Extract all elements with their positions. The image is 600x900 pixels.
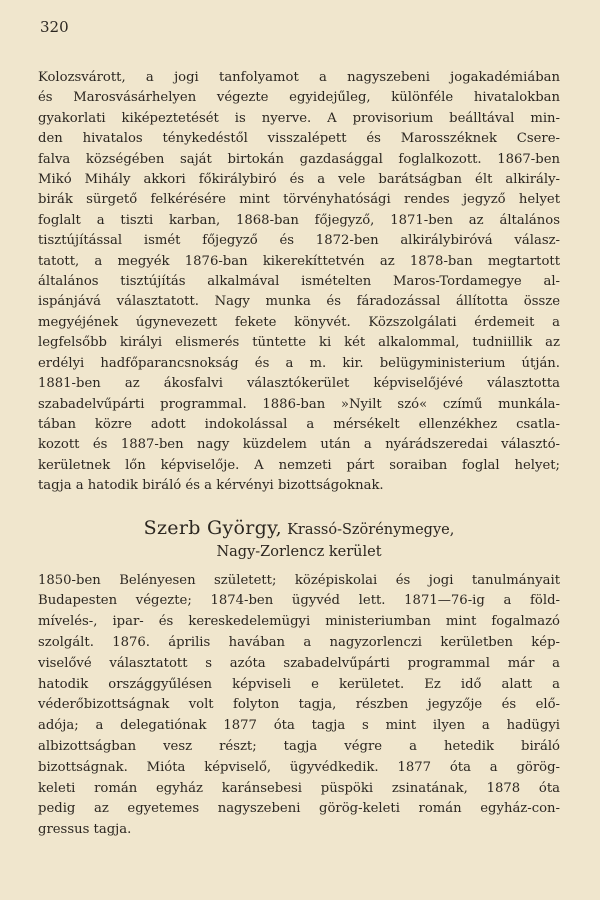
text-line: foglalt a tiszti karban, 1868-ban főjegyző, 1871-ben az általános (38, 212, 560, 228)
section-heading (38, 517, 560, 563)
text-line: keleti román egyház karánsebesi püspöki zsinatának, 1878 óta (38, 780, 560, 796)
text-line: legfelsőbb királyi elismerés tüntette ki két alkalommal, tudniillik az (38, 335, 560, 351)
text-line: bizottságnak. Mióta képviselő, ügyvédkedik. 1877 óta a görög- (38, 759, 560, 775)
text-line: gyakorlati kiképeztetését is nyerve. A provisorium beálltával min- (38, 110, 560, 126)
page-number: 320 (40, 18, 69, 36)
text-line: szolgált. 1876. április havában a nagyzorlenczi kerületben kép- (38, 634, 560, 650)
text-line: Kolozsvárott, a jogi tanfolyamot a nagyszebeni jogakadémiában (38, 70, 560, 85)
heading-district: Nagy-Zorlencz kerület (216, 543, 382, 560)
text-line: kozott és 1887-ben nagy küzdelem után a nyárádszeredai választó- (38, 437, 560, 453)
text-line: Budapesten végezte; 1874-ben ügyvéd lett. 1871—76-ig a föld- (38, 593, 560, 609)
text-line: véderőbizottságnak volt folyton tagja, részben jegyzője és elő- (38, 697, 560, 713)
text-line: megyéjének úgynevezett fekete könyvét. Közszolgálati érdemeit a (38, 314, 560, 330)
heading-county: Krassó-Szörénymegye, (287, 521, 455, 538)
text-line: tagja a hatodik biráló és a kérvényi bizottságoknak. (38, 478, 384, 494)
text-line: általános tisztújítás alkalmával ismételten Maros-Tordamegye al- (38, 274, 560, 290)
text-line: kerületnek lőn képviselője. A nemzeti párt soraiban foglal helyet; (38, 457, 560, 473)
text-line: 1881-ben az ákosfalvi választókerület képviselőjévé választotta (38, 376, 560, 392)
text-line: és Marosvásárhelyen végezte egyidejűleg, különféle hivatalokban (38, 90, 560, 106)
text-line: tatott, a megyék 1876-ban kikerekíttetvén az 1878-ban megtartott (38, 253, 560, 269)
text-line: mívelés-, ipar- és kereskedelemügyi ministeriumban mint fogalmazó (38, 614, 560, 630)
text-line: adója; a delegatiónak 1877 óta tagja s mint ilyen a hadügyi (38, 718, 560, 734)
text-line: albizottságban vesz részt; tagja végre a hetedik biráló (38, 738, 560, 754)
text-line: den hivatalos ténykedéstől visszalépett és Marosszéknek Csere- (38, 131, 560, 147)
heading-name: Szerb György, (143, 516, 282, 539)
text-line: erdélyi hadfőparancsnokság és a m. kir. belügyministerium útján. (38, 355, 560, 371)
text-line: falva községében saját birtokán gazdasággal foglalkozott. 1867-ben (38, 151, 560, 167)
biography-paragraph-2 (38, 571, 560, 841)
text-line: gressus tagja. (38, 822, 132, 838)
text-line: viselővé választatott s azóta szabadelvűpárti programmal már a (38, 655, 560, 671)
text-line: Mikó Mihály akkori főkirálybiró és a vele barátságban élt alkirály- (38, 172, 560, 188)
text-line: 1850-ben Belényesen született; középiskolai és jogi tanulmányait (38, 572, 560, 588)
text-line: ispánjává választatott. Nagy munka és fáradozással állította össze (38, 294, 560, 310)
text-line: hatodik országgyűlésen képviseli e kerületet. Ez idő alatt a (38, 676, 560, 692)
text-line: szabadelvűpárti programmal. 1886-ban »Nyilt szó« czímű munkála- (38, 396, 560, 412)
text-line: birák sürgető felkérésére mint törvényhatósági rendes jegyző helyet (38, 192, 560, 208)
text-line: tisztújítással ismét főjegyző és 1872-ben alkirálybiróvá válasz- (38, 233, 560, 249)
biography-paragraph-1 (38, 68, 560, 497)
text-line: pedig az egyetemes nagyszebeni görög-keleti román egyház-con- (38, 801, 560, 817)
text-line: tában közre adott indokolással a mérsékelt ellenzékhez csatla- (38, 416, 560, 432)
